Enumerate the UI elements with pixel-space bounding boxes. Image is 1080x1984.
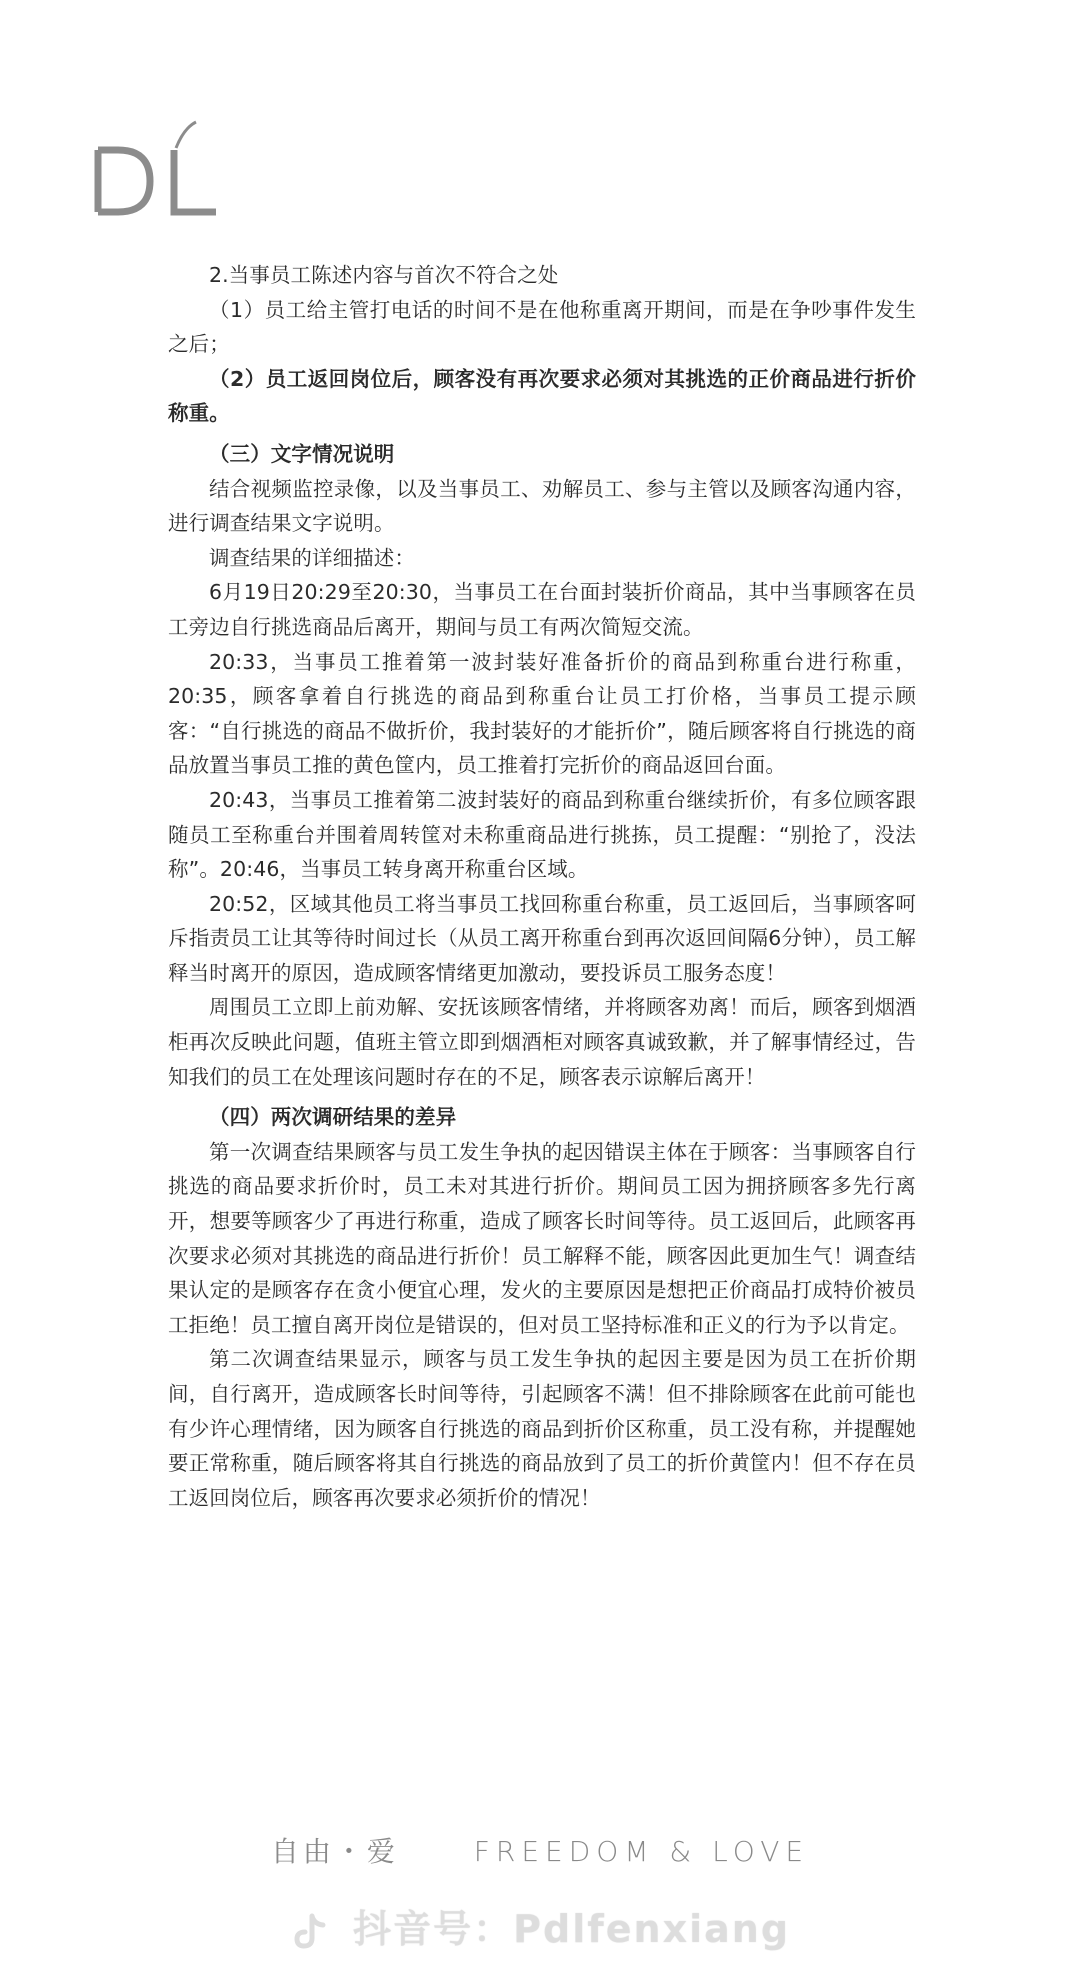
- section-heading: （三）文字情况说明: [209, 441, 395, 466]
- document-body: [168, 258, 916, 1515]
- paragraph: 调查结果的详细描述：: [209, 545, 415, 570]
- brand-logo: [92, 120, 222, 220]
- paragraph: 20:43，当事员工推着第二波封装好的商品到称重台继续折价，有多位顾客跟随员工至称重台并围着周转筐对未称重商品进行挑拣，员工提醒：“别抢了，没法称”。20:46，当事员工转身离开称重台区域。: [168, 787, 916, 882]
- paragraph: 6月19日20:29至20:30，当事员工在台面封装折价商品，其中当事顾客在员工旁边自行挑选商品后离开，期间与员工有两次简短交流。: [168, 580, 916, 639]
- paragraph: 结合视频监控录像，以及当事员工、劝解员工、参与主管以及顾客沟通内容，进行调查结果文字说明。: [168, 476, 916, 536]
- paragraph: 第一次调查结果顾客与员工发生争执的起因错误主体在于顾客：当事顾客自行挑选的商品要求折价时，员工未对其进行折价。期间员工因为拥挤顾客多先行离开，想要等顾客少了再进行称重，造成了顾客长时间等待。员工返回后，此顾客再次要求必须对其挑选的商品进行折价！员工解释不能，顾客因此更加生气！调查结果认定的是顾客存在贪小便宜心理，发火的主要原因是想把正价商品打成特价被员工拒绝！员工擅自离开岗位是错误的，但对员工坚持标准和正义的行为予以肯定。: [168, 1139, 916, 1337]
- section-heading: （四）两次调研结果的差异: [209, 1105, 457, 1130]
- paragraph: （2）员工返回岗位后，顾客没有再次要求必须对其挑选的正价商品进行折价称重。: [168, 366, 916, 426]
- paragraph: 2.当事员工陈述内容与首次不符合之处: [209, 263, 559, 287]
- paragraph: 第二次调查结果显示，顾客与员工发生争执的起因主要是因为员工在折价期间，自行离开，造成顾客长时间等待，引起顾客不满！但不排除顾客在此前可能也有少许心理情绪，因为顾客自行挑选的商品到折价区称重，员工没有称，并提醒她要正常称重，随后顾客将其自行挑选的商品放到了员工的折价黄筐内！但不存在员工返回岗位后，顾客再次要求必须折价的情况！: [168, 1347, 916, 1510]
- watermark-text: 抖音号：Pdlfenxiang: [353, 1907, 791, 1951]
- paragraph: 20:52，区域其他员工将当事员工找回称重台称重，员工返回后，当事顾客呵斥指责员工让其等待时间过长（从员工离开称重台到再次返回间隔6分钟），员工解释当时离开的原因，造成顾客情绪更加激动，要投诉员工服务态度！: [168, 891, 916, 985]
- tiktok-icon: [290, 1912, 330, 1952]
- slogan-english: FREEDOM & LOVE: [473, 1835, 810, 1868]
- slogan-chinese: 自由・爱: [270, 1835, 399, 1868]
- footer-slogan: [0, 1830, 1080, 1870]
- douyin-watermark: [0, 1898, 1080, 1953]
- paragraph: 20:33，当事员工推着第一波封装好准备折价的商品到称重台进行称重，20:35，顾客拿着自行挑选的商品到称重台让员工打价格，当事员工提示顾客：“自行挑选的商品不做折价，我封装好的才能折价”，随后顾客将自行挑选的商品放置当事员工推的黄色筐内，员工推着打完折价的商品返回台面。: [168, 649, 916, 778]
- paragraph: 周围员工立即上前劝解、安抚该顾客情绪，并将顾客劝离！而后，顾客到烟酒柜再次反映此问题，值班主管立即到烟酒柜对顾客真诚致歉，并了解事情经过，告知我们的员工在处理该问题时存在的不足，顾客表示谅解后离开！: [168, 995, 916, 1089]
- paragraph: （1）员工给主管打电话的时间不是在他称重离开期间，而是在争吵事件发生之后；: [168, 297, 916, 357]
